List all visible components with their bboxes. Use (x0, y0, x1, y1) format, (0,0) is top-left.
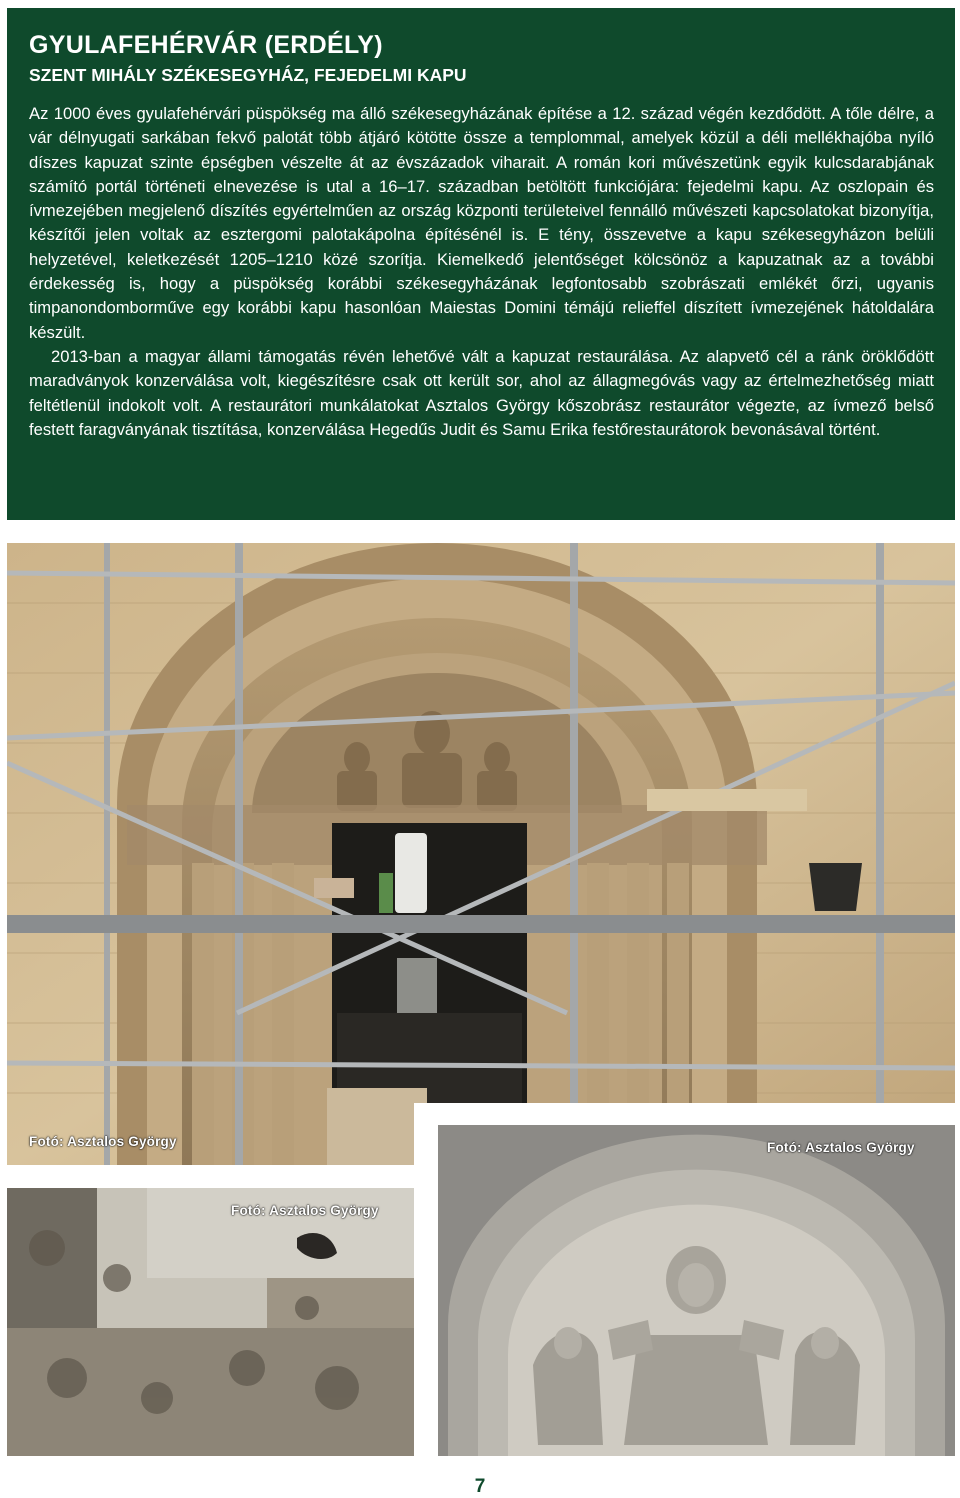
tympanum-relief-photo (438, 1125, 955, 1456)
photo-credit-right: Fotó: Asztalos György (767, 1140, 915, 1155)
page-number: 7 (474, 1476, 486, 1497)
body-paragraph-1: Az 1000 éves gyulafehérvári püspökség ma álló székesegyházának építése a 12. század végén kezdődött. A tőle délre, a vár délnyugati sarkában fekvő palotát több átjáró kötötte össze a templommal, amelyek közül a déli mellékhajóba nyíló díszes kapuzat szinte épségben vészelte át az évszázadok viharait. A román kori művészetünk egyik kulcsdarabjának számító portál történeti elnevezése is utal a 16–17. században betöltött funkciójára: fejedelmi kapu. Az oszlopain és ívmezejében megjelenő díszítés egyértelműen az ország központi területeivel fennálló művészeti kapcsolatokat bizonyítja, készítői jelen voltak az esztergomi palotakápolna építésénél is. E tény, összevetve a kapu székesegyházon belüli helyzetével, keletkezését 1205–1210 közé szorítja. Kiemelkedő jelentőséget kölcsönöz a kapuzatnak az a további érdekesség is, hogy a püspökség korábbi székesegyházának legfontosabb szobrászati emlékét őrzi, ugyanis timpanondomborműve egy korábbi kapu hasonlóan Maiestas Domini témájú relieffel díszített ívmezejének hátoldalára készült. (29, 104, 934, 342)
article-subtitle: SZENT MIHÁLY SZÉKESEGYHÁZ, FEJEDELMI KAPU (29, 65, 467, 85)
portal-scaffolding-photo (7, 543, 955, 1165)
carved-capital-detail-photo (7, 1188, 414, 1456)
photo-credit-main: Fotó: Asztalos György (29, 1134, 177, 1149)
photo-credit-left: Fotó: Asztalos György (231, 1203, 379, 1218)
article-text-box (7, 8, 955, 520)
article-body (29, 102, 934, 442)
body-paragraph-2: 2013-ban a magyar állami támogatás révén lehetővé vált a kapuzat restaurálása. Az alapvető cél a ránk öröklődött maradványok konzerválása volt, kiegészítésre csak ott került sor, ahol az állagmegóvás vagy az értelmezhetőség miatt feltétlenül indokolt volt. A restaurátori munkálatokat Asztalos György kőszobrász restaurátor végezte, az ívmező belső festett faragványának tisztítása, konzerválása Hegedűs Judit és Samu Erika festőrestaurátorok bevonásával történt. (29, 346, 934, 439)
article-title: GYULAFEHÉRVÁR (ERDÉLY) (29, 31, 383, 59)
